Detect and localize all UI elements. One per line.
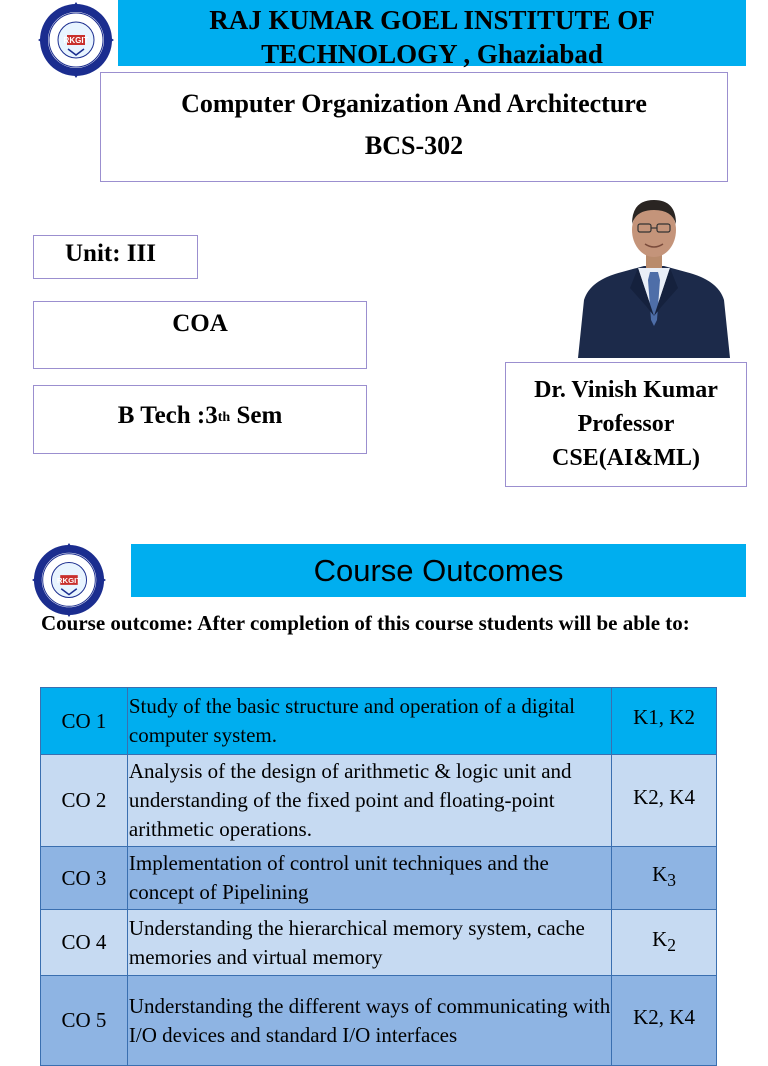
co-text: Study of the basic structure and operation of a digital computer system. [127,688,611,755]
svg-text:RKGIT: RKGIT [63,36,89,45]
co-text: Analysis of the design of arithmetic & logic unit and understanding of the fixed point and floating-point arithmetic operations. [127,755,611,847]
co-text: Understanding the different ways of communicating with I/O devices and standard I/O interfaces [127,976,611,1066]
subject-short: COA [172,310,228,337]
course-outcomes-intro: Course outcome: After completion of this course students will be able to: [41,611,690,635]
co-level [612,910,717,976]
table-row [41,847,717,910]
institute-name-line1: RAJ KUMAR GOEL INSTITUTE OF [209,5,655,35]
semester-prefix: B Tech :3 [117,402,218,429]
unit-box [33,235,198,279]
professor-department: CSE(AI&ML) [552,445,700,471]
course-outcomes-table [40,687,717,1066]
co-level-text: K2, K4 [633,1004,695,1029]
co-level [612,847,717,910]
table-row [41,976,717,1066]
institute-logo-2 [32,543,106,617]
institute-banner [118,0,746,69]
co-id: CO 4 [41,910,128,976]
co-text: Understanding the hierarchical memory system, cache memories and virtual memory [127,910,611,976]
semester-suffix: Sem [230,402,283,429]
institute-logo [38,2,114,78]
professor-name: Dr. Vinish Kumar [534,377,718,403]
co-level-sub: 3 [667,870,677,891]
institute-name-line2: TECHNOLOGY , Ghaziabad [261,39,603,69]
professor-designation: Professor [577,411,675,437]
subject-box [33,301,367,369]
professor-photo [574,188,734,358]
co-id: CO 1 [41,688,128,755]
co-level-text: K2, K4 [633,784,695,809]
co-id: CO 5 [41,976,128,1066]
table-row [41,910,717,976]
svg-text:RKGIT: RKGIT [56,575,82,585]
co-level [612,688,717,755]
course-title-box [100,72,728,182]
semester-sup: th [217,410,231,425]
professor-box [505,362,747,487]
unit-label: Unit: III [65,240,156,267]
table-row [41,755,717,847]
co-level-text: K [652,862,668,887]
co-id: CO 2 [41,755,128,847]
co-level [612,755,717,847]
co-level [612,976,717,1066]
course-outcomes-heading: Course Outcomes [131,544,746,597]
co-id: CO 3 [41,847,128,910]
co-level-text: K1, K2 [633,705,695,730]
course-code: BCS-302 [364,131,464,160]
table-row [41,688,717,755]
co-level-sub: 2 [667,935,677,956]
course-title: Computer Organization And Architecture [181,89,647,118]
co-text: Implementation of control unit techniques and the concept of Pipelining [127,847,611,910]
semester-box [33,385,367,454]
co-level-text: K [652,926,668,951]
